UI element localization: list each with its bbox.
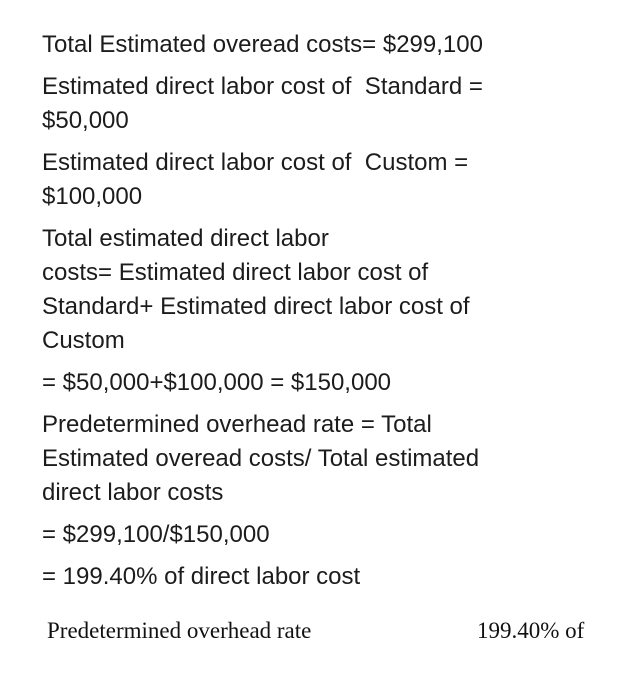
solution-text [42, 28, 602, 602]
rate-definition: Predetermined overhead rate = Total Estimated overead costs/ Total estimated direct labor costs [42, 411, 480, 506]
custom-labor-line: Estimated direct labor cost of Custom = $100,000 [42, 149, 469, 210]
standard-labor-line: Estimated direct labor cost of Standard = $50,000 [42, 73, 483, 134]
rate-division: = $299,100/$150,000 [42, 521, 270, 548]
total-overhead-line: Total Estimated overead costs= $299,100 [42, 31, 483, 58]
answer-value: 199.40% of [477, 618, 585, 643]
rate-result: = 199.40% of direct labor cost [42, 563, 361, 590]
total-labor-calculation: = $50,000+$100,000 = $150,000 [42, 369, 392, 396]
answer-row [47, 614, 607, 648]
answer-label: Predetermined overhead rate [47, 618, 312, 643]
total-labor-definition: Total estimated direct labor costs= Estimated direct labor cost of Standard+ Estimated direct labor cost of Custom [42, 225, 470, 354]
